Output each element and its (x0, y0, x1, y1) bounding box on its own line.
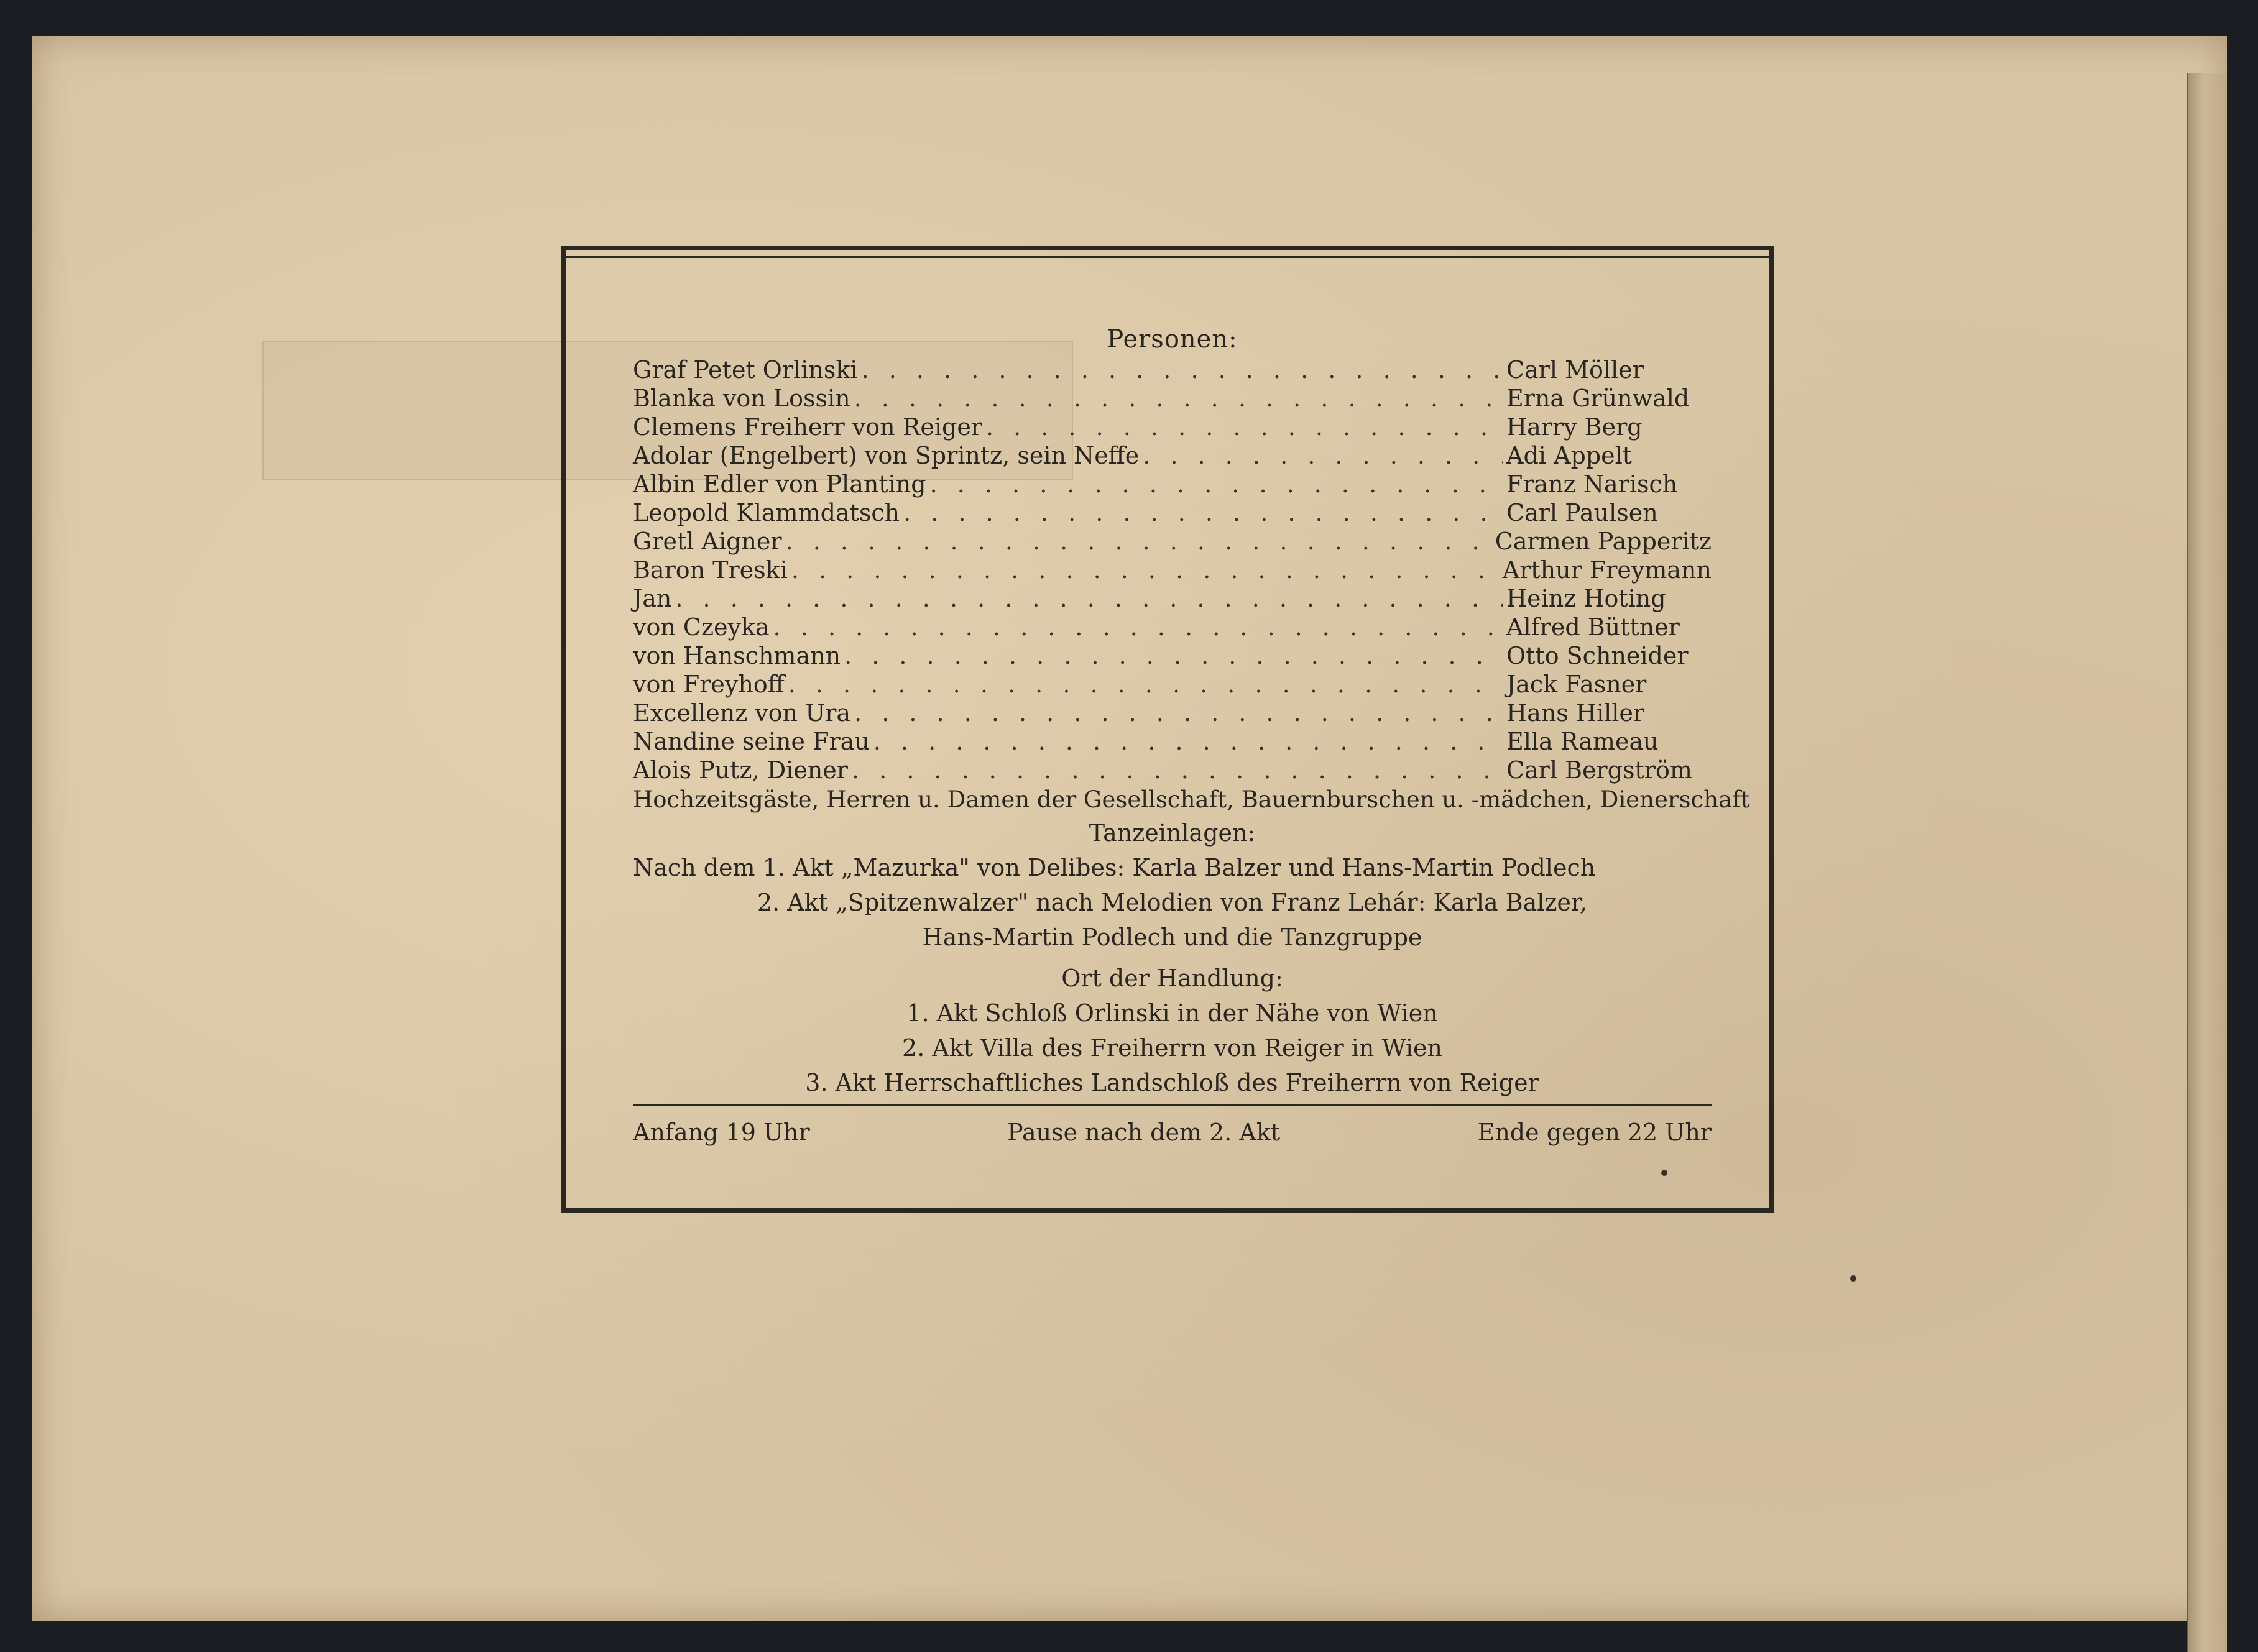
cast-row (633, 384, 1712, 413)
actor-name: Otto Schneider (1506, 642, 1689, 669)
cast-row (633, 641, 1712, 670)
cast-row (633, 441, 1712, 470)
actor-name: Arthur Freymann (1502, 556, 1712, 584)
cast-row (633, 556, 1712, 584)
actor-name: Carl Paulsen (1506, 499, 1658, 526)
dot-leader (1143, 441, 1503, 470)
pause-note: Pause nach dem 2. Akt (1007, 1119, 1281, 1146)
dot-leader (675, 584, 1503, 613)
dot-leader (788, 670, 1503, 699)
cast-row (633, 670, 1712, 699)
dot-leader (903, 498, 1503, 527)
role-name: Alois Putz, Diener (633, 756, 848, 784)
role-name: Albin Edler von Planting (633, 470, 926, 498)
actor-name: Alfred Büttner (1506, 613, 1680, 641)
actor-name: Jack Fasner (1506, 671, 1647, 698)
tanz-line-3: Hans-Martin Podlech und die Tanzgruppe (922, 924, 1422, 951)
cast-row (633, 727, 1712, 756)
role-name: Adolar (Engelbert) von Sprintz, sein Neffe (633, 442, 1140, 469)
dot-leader (862, 356, 1503, 384)
cast-row (633, 470, 1712, 498)
cast-list (633, 356, 1712, 784)
dot-leader (930, 470, 1503, 498)
cast-row (633, 699, 1712, 727)
role-name: Excellenz von Ura (633, 699, 851, 727)
dot-leader (873, 727, 1503, 756)
cast-row (633, 527, 1712, 556)
tanz-line-2: 2. Akt „Spitzenwalzer" nach Melodien von Franz Lehár: Karla Balzer, (757, 889, 1588, 916)
dot-leader (986, 413, 1503, 441)
footer-rule (633, 1104, 1712, 1106)
actor-name: Hans Hiller (1506, 699, 1645, 727)
tanz-line-1: Nach dem 1. Akt „Mazurka" von Delibes: Karla Balzer und Hans-Martin Podlech (633, 854, 1596, 881)
personen-heading: Personen: (1107, 325, 1238, 354)
actor-name: Adi Appelt (1506, 442, 1633, 469)
role-name: Jan (633, 585, 672, 612)
cast-row (633, 413, 1712, 441)
dot-leader (773, 613, 1503, 641)
spacer (633, 955, 1712, 961)
actor-name: Harry Berg (1506, 413, 1643, 441)
role-name: Graf Petet Orlinski (633, 356, 858, 383)
cast-row (633, 756, 1712, 784)
ort-line-2: 2. Akt Villa des Freiherrn von Reiger in Wien (902, 1034, 1442, 1062)
end-time: Ende gegen 22 Uhr (1477, 1119, 1712, 1146)
role-name: Nandine seine Frau (633, 728, 870, 755)
role-name: Leopold Klammdatsch (633, 499, 900, 526)
ort-line-3: 3. Akt Herrschaftliches Landschloß des Freiherrn von Reiger (805, 1069, 1539, 1096)
dot-leader (854, 384, 1503, 413)
adjacent-page-edge (2187, 73, 2227, 1652)
role-name: Clemens Freiherr von Reiger (633, 413, 982, 441)
footer-times (633, 1115, 1712, 1150)
role-name: von Hanschmann (633, 642, 841, 669)
actor-name: Franz Narisch (1506, 470, 1678, 498)
actor-name: Carl Möller (1506, 356, 1644, 383)
start-time: Anfang 19 Uhr (633, 1119, 810, 1146)
role-name: Baron Treski (633, 556, 788, 584)
actor-name: Erna Grünwald (1506, 385, 1690, 412)
actor-name: Heinz Hoting (1506, 585, 1666, 612)
dot-leader (786, 527, 1491, 556)
cast-row (633, 498, 1712, 527)
cast-row (633, 613, 1712, 641)
role-name: Gretl Aigner (633, 528, 782, 555)
actor-name: Carl Bergström (1506, 756, 1692, 784)
tanz-heading: Tanzeinlagen: (1089, 819, 1256, 847)
ort-heading: Ort der Handlung: (1061, 965, 1283, 992)
actor-name: Carmen Papperitz (1495, 528, 1712, 555)
programme-content (633, 323, 1750, 1150)
dot-leader (854, 699, 1503, 727)
dot-leader (791, 556, 1499, 584)
cast-row (633, 356, 1712, 384)
dot-leader (852, 756, 1503, 784)
actor-name: Ella Rameau (1506, 728, 1659, 755)
ort-line-1: 1. Akt Schloß Orlinski in der Nähe von Wien (906, 999, 1438, 1027)
ensemble-line: Hochzeitsgäste, Herren u. Damen der Gesellschaft, Bauernburschen u. -mädchen, Dienerschaft (633, 786, 1750, 813)
role-name: von Freyhoff (633, 671, 785, 698)
dot-leader (844, 641, 1503, 670)
ink-speck (1850, 1275, 1856, 1282)
cast-row (633, 584, 1712, 613)
role-name: von Czeyka (633, 613, 770, 641)
role-name: Blanka von Lossin (633, 385, 850, 412)
